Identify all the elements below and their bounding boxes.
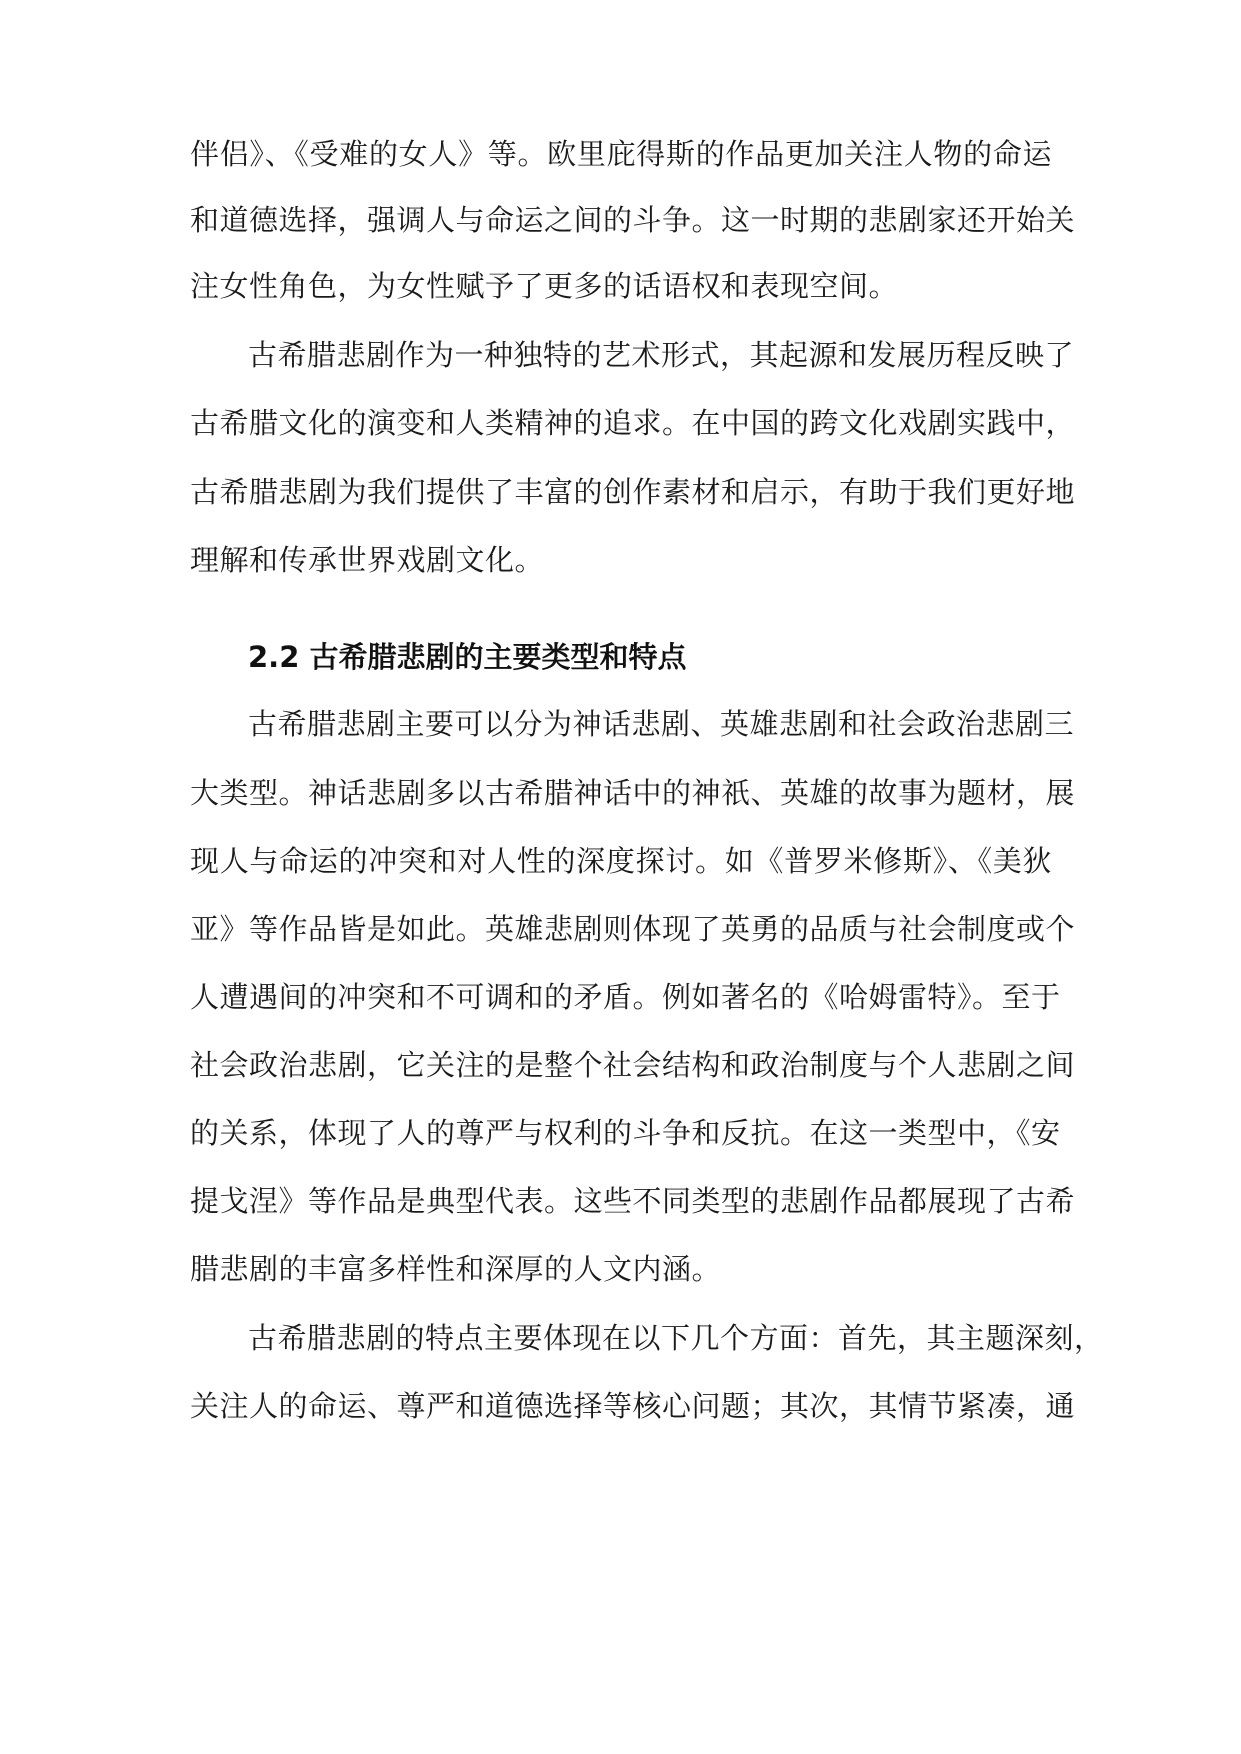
text-line: 人遭遇间的冲突和不可调和的矛盾。例如著名的《哈姆雷特》。至于 [190, 980, 1061, 1014]
section-heading: 2.2 古希腊悲剧的主要类型和特点 [248, 640, 687, 674]
text-line: 古希腊悲剧主要可以分为神话悲剧、英雄悲剧和社会政治悲剧三 [248, 707, 1075, 741]
text-line: 腊悲剧的丰富多样性和深厚的人文内涵。 [190, 1252, 722, 1286]
text-line: 古希腊文化的演变和人类精神的追求。在中国的跨文化戏剧实践中， [190, 406, 1076, 440]
text-line: 古希腊悲剧作为一种独特的艺术形式，其起源和发展历程反映了 [248, 338, 1075, 372]
text-line: 的关系，体现了人的尊严与权利的斗争和反抗。在这一类型中，《安 [190, 1116, 1061, 1150]
text-line: 亚》等作品皆是如此。英雄悲剧则体现了英勇的品质与社会制度或个 [190, 912, 1076, 946]
text-line: 古希腊悲剧为我们提供了丰富的创作素材和启示，有助于我们更好地 [190, 475, 1076, 509]
text-line: 社会政治悲剧，它关注的是整个社会结构和政治制度与个人悲剧之间 [190, 1048, 1076, 1082]
text-line: 提戈涅》等作品是典型代表。这些不同类型的悲剧作品都展现了古希 [190, 1184, 1076, 1218]
text-line: 理解和传承世界戏剧文化。 [190, 543, 545, 577]
text-line: 现人与命运的冲突和对人性的深度探讨。如《普罗米修斯》、《美狄 [190, 844, 1052, 878]
text-line: 古希腊悲剧的特点主要体现在以下几个方面：首先，其主题深刻， [248, 1321, 1104, 1355]
text-line: 注女性角色，为女性赋予了更多的话语权和表现空间。 [190, 269, 899, 303]
text-line: 大类型。神话悲剧多以古希腊神话中的神祇、英雄的故事为题材，展 [190, 776, 1076, 810]
text-line: 和道德选择，强调人与命运之间的斗争。这一时期的悲剧家还开始关 [190, 203, 1076, 237]
text-line: 伴侣》、《受难的女人》等。欧里庇得斯的作品更加关注人物的命运 [190, 137, 1052, 171]
text-line: 关注人的命运、尊严和道德选择等核心问题；其次，其情节紧凑，通 [190, 1389, 1076, 1423]
